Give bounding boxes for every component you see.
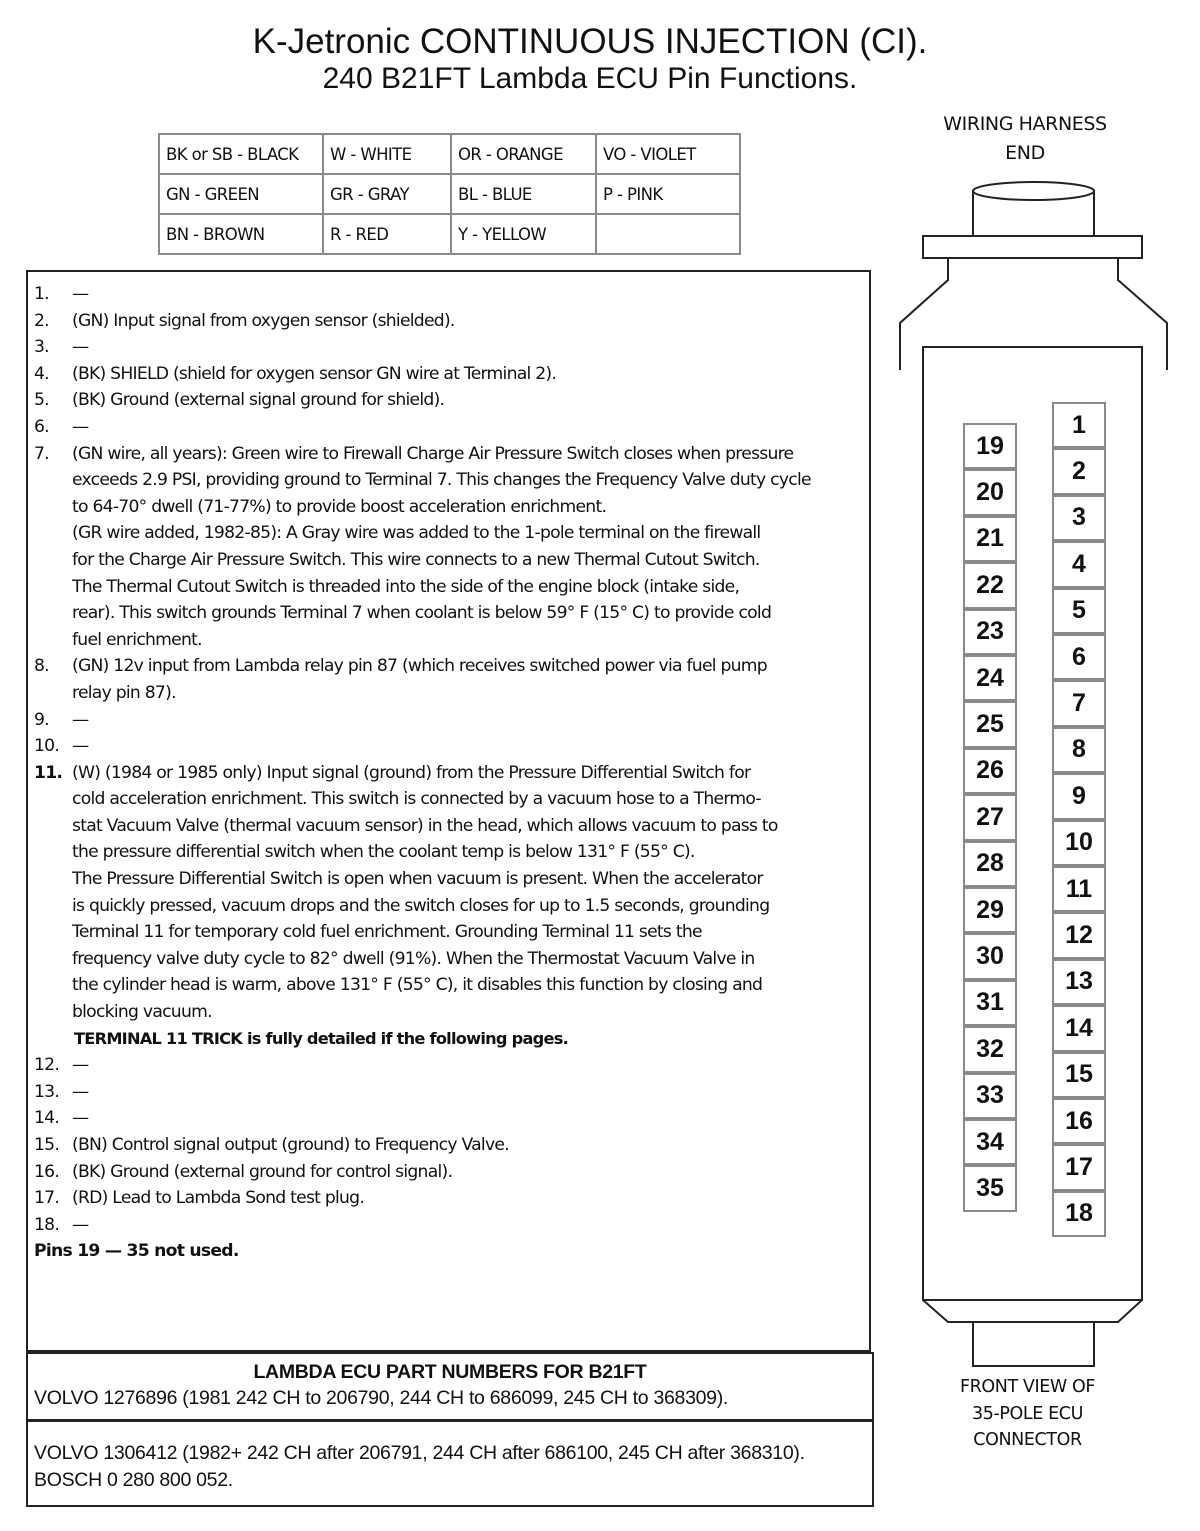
connector-pin: 4 [1052, 541, 1106, 587]
connector-flange [923, 236, 1142, 258]
pin-number: 11. [34, 762, 63, 783]
pin-number: 3. [34, 337, 49, 358]
connector-pin: 6 [1052, 634, 1106, 680]
pin-number: 10. [34, 736, 60, 757]
connector-pin: 30 [963, 933, 1017, 979]
pin-description-line: cold acceleration enrichment. This switch is connected by a vacuum hose to a Thermo- [72, 789, 761, 810]
legend-cell: GR - GRAY [323, 174, 451, 214]
connector-pin: 12 [1052, 912, 1106, 958]
legend-cell: R - RED [323, 214, 451, 254]
pin-number: 18. [34, 1214, 60, 1235]
connector-pin: 25 [963, 701, 1017, 747]
connector-pin: 27 [963, 794, 1017, 840]
connector-pin: 26 [963, 748, 1017, 794]
document-subtitle: 240 B21FT Lambda ECU Pin Functions. [322, 62, 858, 95]
pin-description-line: — [72, 1108, 89, 1129]
connector-pin: 22 [963, 562, 1017, 608]
pin-description-line: fuel enrichment. [72, 629, 202, 650]
front-label-line: FRONT VIEW OF [959, 1377, 1096, 1397]
connector-pin: 23 [963, 609, 1017, 655]
front-view-label [905, 1374, 1150, 1454]
pin-description-line: is quickly pressed, vacuum drops and the switch closes for up to 1.5 seconds, grounding [72, 895, 770, 916]
pin-number: 12. [34, 1055, 60, 1076]
pin-description-line: — [72, 284, 89, 304]
pin-description-line: (BK) Ground (external signal ground for shield). [72, 390, 445, 411]
legend-cell: VO - VIOLET [596, 134, 740, 174]
connector-pin: 21 [963, 516, 1017, 562]
pin-description-line: relay pin 87). [72, 682, 176, 703]
connector-pin: 11 [1052, 866, 1106, 912]
pin-description-line: — [72, 1214, 89, 1235]
pin-description-line: (BK) Ground (external ground for control signal). [72, 1161, 453, 1182]
pin-description-line: blocking vacuum. [72, 1002, 212, 1023]
connector-bottom-plug [973, 1322, 1094, 1366]
pin-number: 4. [34, 363, 49, 384]
front-label-line: 35-POLE ECU [972, 1403, 1083, 1424]
pin-number: 9. [34, 709, 49, 730]
legend-cell: P - PINK [596, 174, 740, 214]
pin-number: 5. [34, 390, 49, 411]
connector-pin: 16 [1052, 1098, 1106, 1144]
connector-pin: 9 [1052, 773, 1106, 819]
harness-label-line: WIRING HARNESS [943, 113, 1107, 135]
pin-description-line: Terminal 11 for temporary cold fuel enrichment. Grounding Terminal 11 sets the [72, 922, 702, 943]
pin-number: 13. [34, 1081, 60, 1102]
connector-pin: 35 [963, 1165, 1017, 1211]
legend-cell: W - WHITE [323, 134, 451, 174]
pin-number: 7. [34, 443, 49, 464]
connector-pin: 31 [963, 980, 1017, 1026]
pin-description-line: (BK) SHIELD (shield for oxygen sensor GN wire at Terminal 2). [72, 363, 557, 384]
pin-number: 14. [34, 1108, 60, 1129]
legend-cell: BK or SB - BLACK [159, 134, 323, 174]
pin-description-line: (GN) 12v input from Lambda relay pin 87 (which receives switched power via fuel pump [72, 656, 767, 677]
pin-description-line: for the Charge Air Pressure Switch. This wire connects to a new Thermal Cutout Switch. [72, 549, 760, 570]
pin-description-line: exceeds 2.9 PSI, providing ground to Terminal 7. This changes the Frequency Valve duty cycle [72, 470, 811, 491]
connector-pin: 13 [1052, 959, 1106, 1005]
harness-label-line: END [1005, 142, 1045, 164]
connector-pin: 7 [1052, 680, 1106, 726]
connector-pin: 34 [963, 1119, 1017, 1165]
connector-pin: 29 [963, 887, 1017, 933]
pin-description-line: — [72, 1055, 89, 1076]
connector-top-cap [973, 182, 1094, 200]
pin-description-line: (GN wire, all years): Green wire to Firewall Charge Air Pressure Switch closes when pressure [72, 443, 794, 464]
connector-pin: 10 [1052, 820, 1106, 866]
pin-description-line: — [72, 709, 89, 730]
pin-number: 6. [34, 416, 49, 437]
part-numbers-title: LAMBDA ECU PART NUMBERS FOR B21FT [253, 1361, 647, 1383]
pin-description-line: the pressure differential switch when the coolant temp is below 131° F (55° C). [72, 842, 695, 863]
pin-number: 1. [34, 284, 49, 304]
connector-pin: 19 [963, 423, 1017, 469]
connector-pin: 15 [1052, 1052, 1106, 1098]
pin-description-line: (GN) Input signal from oxygen sensor (shielded). [72, 310, 455, 331]
connector-pin: 20 [963, 469, 1017, 515]
pin-number: 8. [34, 656, 49, 677]
connector-pin: 24 [963, 655, 1017, 701]
pin-number: 15. [34, 1135, 60, 1155]
legend-cell: GN - GREEN [159, 174, 323, 214]
legend-cell: Y - YELLOW [451, 214, 596, 254]
connector-pin: 3 [1052, 495, 1106, 541]
pin-description-line: (RD) Lead to Lambda Sond test plug. [72, 1188, 365, 1209]
connector-pin: 32 [963, 1026, 1017, 1072]
pin-description-line: the cylinder head is warm, above 131° F (55° C), it disables this function by closing and [72, 975, 763, 996]
unused-pins-note: Pins 19 — 35 not used. [34, 1241, 239, 1262]
pin-description-line: — [72, 337, 89, 358]
pin-description-line: (BN) Control signal output (ground) to Frequency Valve. [72, 1135, 509, 1155]
part-number-entry: VOLVO 1306412 (1982+ 242 CH after 206791, 244 CH after 686100, 245 CH after 368310). BOSCH 0 280 800 052. [34, 1442, 805, 1491]
connector-pin: 14 [1052, 1005, 1106, 1051]
connector-pin: 2 [1052, 448, 1106, 494]
pin-description-line: stat Vacuum Valve (thermal vacuum sensor) in the head, which allows vacuum to pass to [72, 815, 778, 836]
pin-description-line: — [72, 416, 89, 437]
pin-number: 17. [34, 1188, 60, 1209]
pin-description-line: (GR wire added, 1982-85): A Gray wire was added to the 1-pole terminal on the firewall [72, 523, 761, 544]
pin-description-line: to 64-70° dwell (71-77%) to provide boost acceleration enrichment. [72, 496, 607, 517]
connector-pin: 17 [1052, 1144, 1106, 1190]
connector-pin: 5 [1052, 588, 1106, 634]
connector-pin: 33 [963, 1073, 1017, 1119]
connector-pin: 18 [1052, 1191, 1106, 1237]
connector-bottom-chamfer [923, 1300, 1142, 1322]
pin-description-line: The Thermal Cutout Switch is threaded into the side of the engine block (intake side, [72, 576, 740, 597]
pin-description-line: frequency valve duty cycle to 82° dwell (91%). When the Thermostat Vacuum Valve in [72, 948, 755, 969]
document-title: K-Jetronic CONTINUOUS INJECTION (CI). [252, 22, 928, 61]
pin-description-line: — [72, 1081, 89, 1102]
legend-cell: BL - BLUE [451, 174, 596, 214]
legend-cell: BN - BROWN [159, 214, 323, 254]
pin-description-line: (W) (1984 or 1985 only) Input signal (ground) from the Pressure Differential Switch for [72, 762, 751, 783]
connector-pin: 1 [1052, 402, 1106, 448]
terminal-11-note: TERMINAL 11 TRICK is fully detailed if the following pages. [74, 1028, 569, 1048]
front-label-line: CONNECTOR [973, 1430, 1082, 1450]
part-number-entry: VOLVO 1276896 (1981 242 CH to 206790, 244 CH to 686099, 245 CH to 368309). [34, 1387, 729, 1409]
pin-number: 2. [34, 310, 49, 331]
pin-description-line: — [72, 736, 89, 757]
pin-description-line: The Pressure Differential Switch is open when vacuum is present. When the accelerator [72, 869, 763, 890]
connector-body [923, 347, 1142, 1300]
pin-description-line: rear). This switch grounds Terminal 7 when coolant is below 59° F (15° C) to provide cold [72, 603, 772, 624]
legend-cell: OR - ORANGE [451, 134, 596, 174]
connector-pin: 8 [1052, 727, 1106, 773]
pin-number: 16. [34, 1161, 60, 1182]
connector-pin: 28 [963, 841, 1017, 887]
